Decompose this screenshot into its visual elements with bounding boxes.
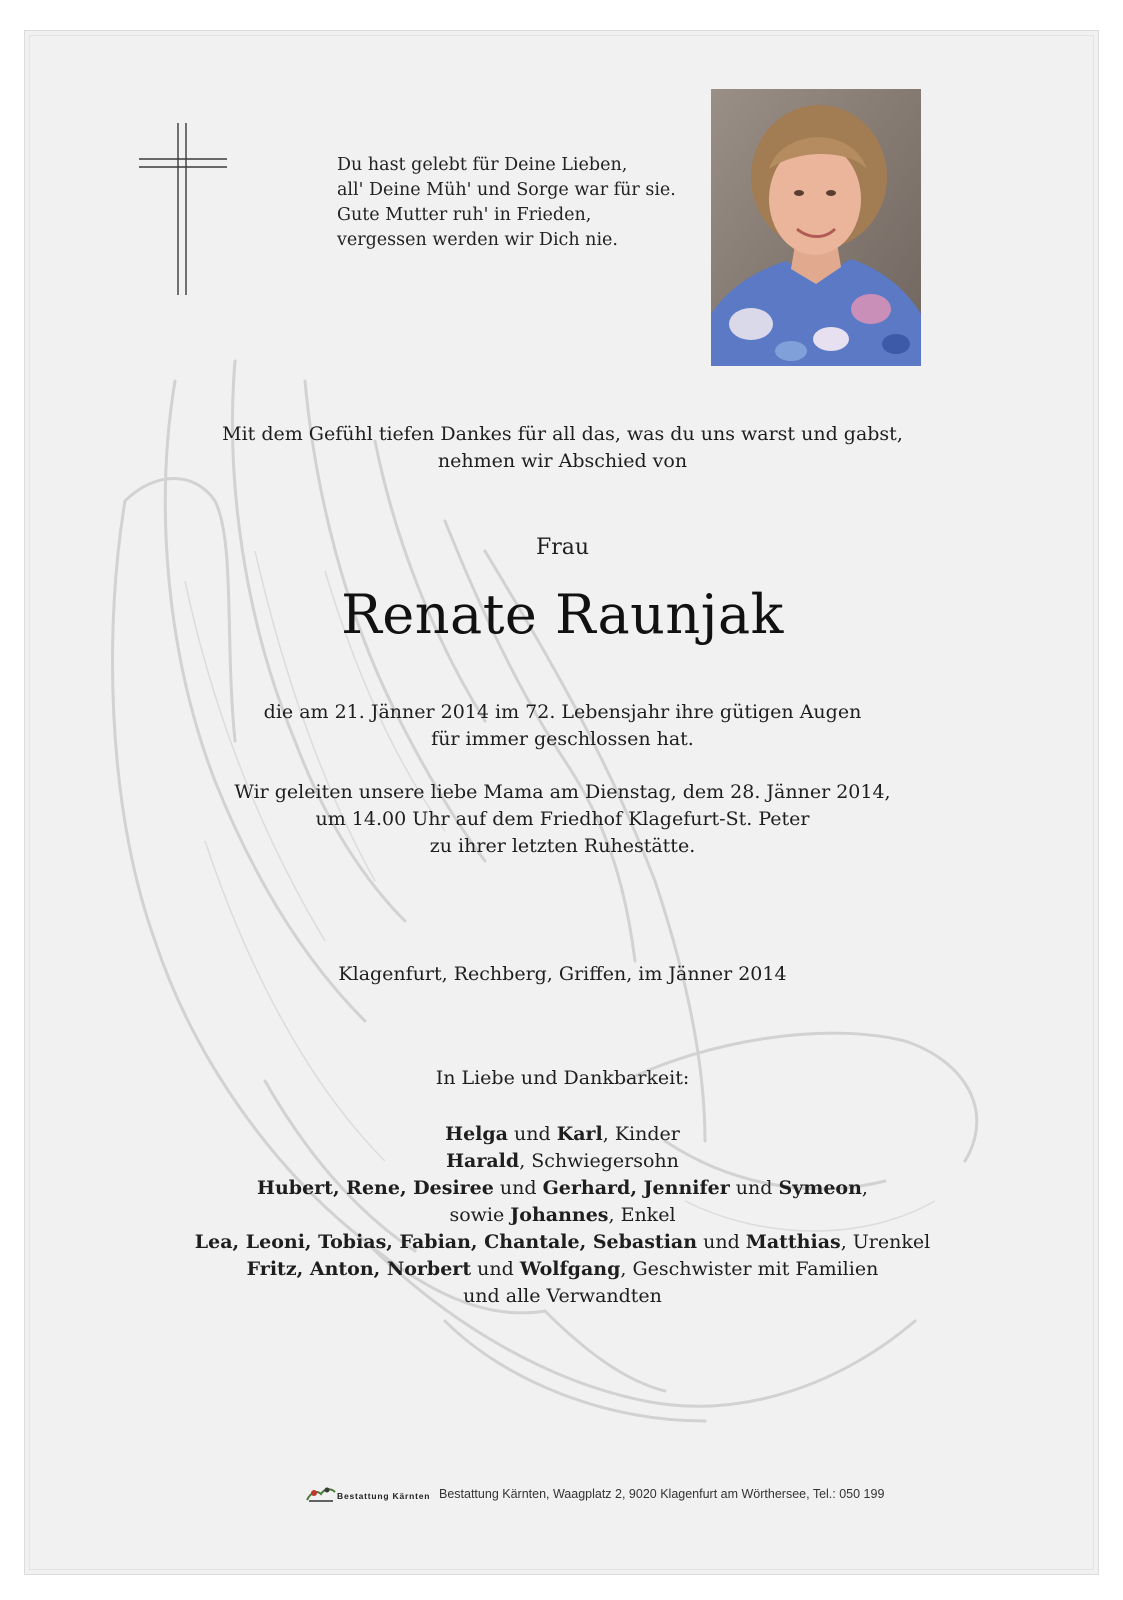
death-notice-line: für immer geschlossen hat.: [431, 728, 694, 750]
verse-line: Gute Mutter ruh' in Frieden,: [337, 205, 592, 225]
mourner-row: [25, 1202, 1099, 1229]
intro-text: [25, 421, 1099, 475]
mourner-name: Hubert, Rene, Desiree: [257, 1177, 494, 1199]
mourner-relation: , Kinder: [602, 1123, 680, 1145]
mourner-name: Wolfgang: [519, 1258, 621, 1280]
mourner-row: [25, 1229, 1099, 1256]
mourner-relation: , Geschwister mit Familien: [620, 1258, 879, 1280]
verse-line: Du hast gelebt für Deine Lieben,: [337, 155, 628, 175]
intro-line: nehmen wir Abschied von: [437, 450, 688, 472]
bestattung-kaernten-logo: [305, 1482, 433, 1504]
mourner-text: und: [729, 1177, 779, 1199]
portrait-photo: [711, 89, 921, 366]
mourners-list: [25, 1121, 1099, 1310]
logo-text: Bestattung Kärnten: [337, 1491, 431, 1501]
mourner-row: und alle Verwandten: [463, 1285, 662, 1307]
mourner-relation: , Urenkel: [840, 1231, 931, 1253]
mourner-text: und: [697, 1231, 746, 1253]
place-date: Klagenfurt, Rechberg, Griffen, im Jänner 2014: [338, 963, 787, 985]
mourner-relation: , Schwiegersohn: [519, 1150, 679, 1172]
death-notice: [25, 699, 1099, 753]
memorial-verse: [337, 153, 717, 253]
closing-line: In Liebe und Dankbarkeit:: [435, 1067, 690, 1089]
mourner-relation: , Enkel: [608, 1204, 676, 1226]
mourner-name: Fritz, Anton, Norbert: [246, 1258, 472, 1280]
deceased-name: Renate Raunjak: [341, 583, 784, 646]
death-notice-line: die am 21. Jänner 2014 im 72. Lebensjahr ihre gütigen Augen: [263, 701, 862, 723]
mourner-name: Lea, Leoni, Tobias, Fabian, Chantale, Sebastian: [194, 1231, 698, 1253]
funeral-line: Wir geleiten unsere liebe Mama am Dienstag, dem 28. Jänner 2014,: [234, 781, 891, 803]
mourner-text: ,: [861, 1177, 868, 1199]
mourner-name: Johannes: [510, 1204, 609, 1226]
mourner-name: Harald: [446, 1150, 520, 1172]
mourner-text: sowie: [449, 1204, 511, 1226]
mourner-name: Helga: [445, 1123, 508, 1145]
funeral-line: um 14.00 Uhr auf dem Friedhof Klagefurt-St. Peter: [315, 808, 810, 830]
logo-mark-icon: [305, 1482, 337, 1504]
footer: [305, 1482, 925, 1506]
mourner-text: und: [493, 1177, 543, 1199]
mourner-text: und: [508, 1123, 557, 1145]
mourner-row: [25, 1175, 1099, 1202]
mourner-name: Karl: [556, 1123, 603, 1145]
salutation: Frau: [535, 535, 590, 560]
mourner-row: [25, 1121, 1099, 1148]
obituary-sheet: [24, 30, 1099, 1575]
mourner-name: Gerhard, Jennifer: [542, 1177, 730, 1199]
mourner-row: [25, 1256, 1099, 1283]
mourner-name: Matthias: [745, 1231, 841, 1253]
mourner-text: und: [471, 1258, 520, 1280]
footer-address: Bestattung Kärnten, Waagplatz 2, 9020 Klagenfurt am Wörthersee, Tel.: 050 199: [439, 1487, 885, 1501]
mourner-name: Symeon: [778, 1177, 862, 1199]
verse-line: vergessen werden wir Dich nie.: [337, 230, 618, 250]
mourner-row: [25, 1148, 1099, 1175]
intro-line: Mit dem Gefühl tiefen Dankes für all das, was du uns warst und gabst,: [222, 423, 903, 445]
verse-line: all' Deine Müh' und Sorge war für sie.: [337, 180, 676, 200]
funeral-details: [25, 779, 1099, 860]
cross-icon: [135, 121, 231, 297]
funeral-line: zu ihrer letzten Ruhestätte.: [429, 835, 696, 857]
